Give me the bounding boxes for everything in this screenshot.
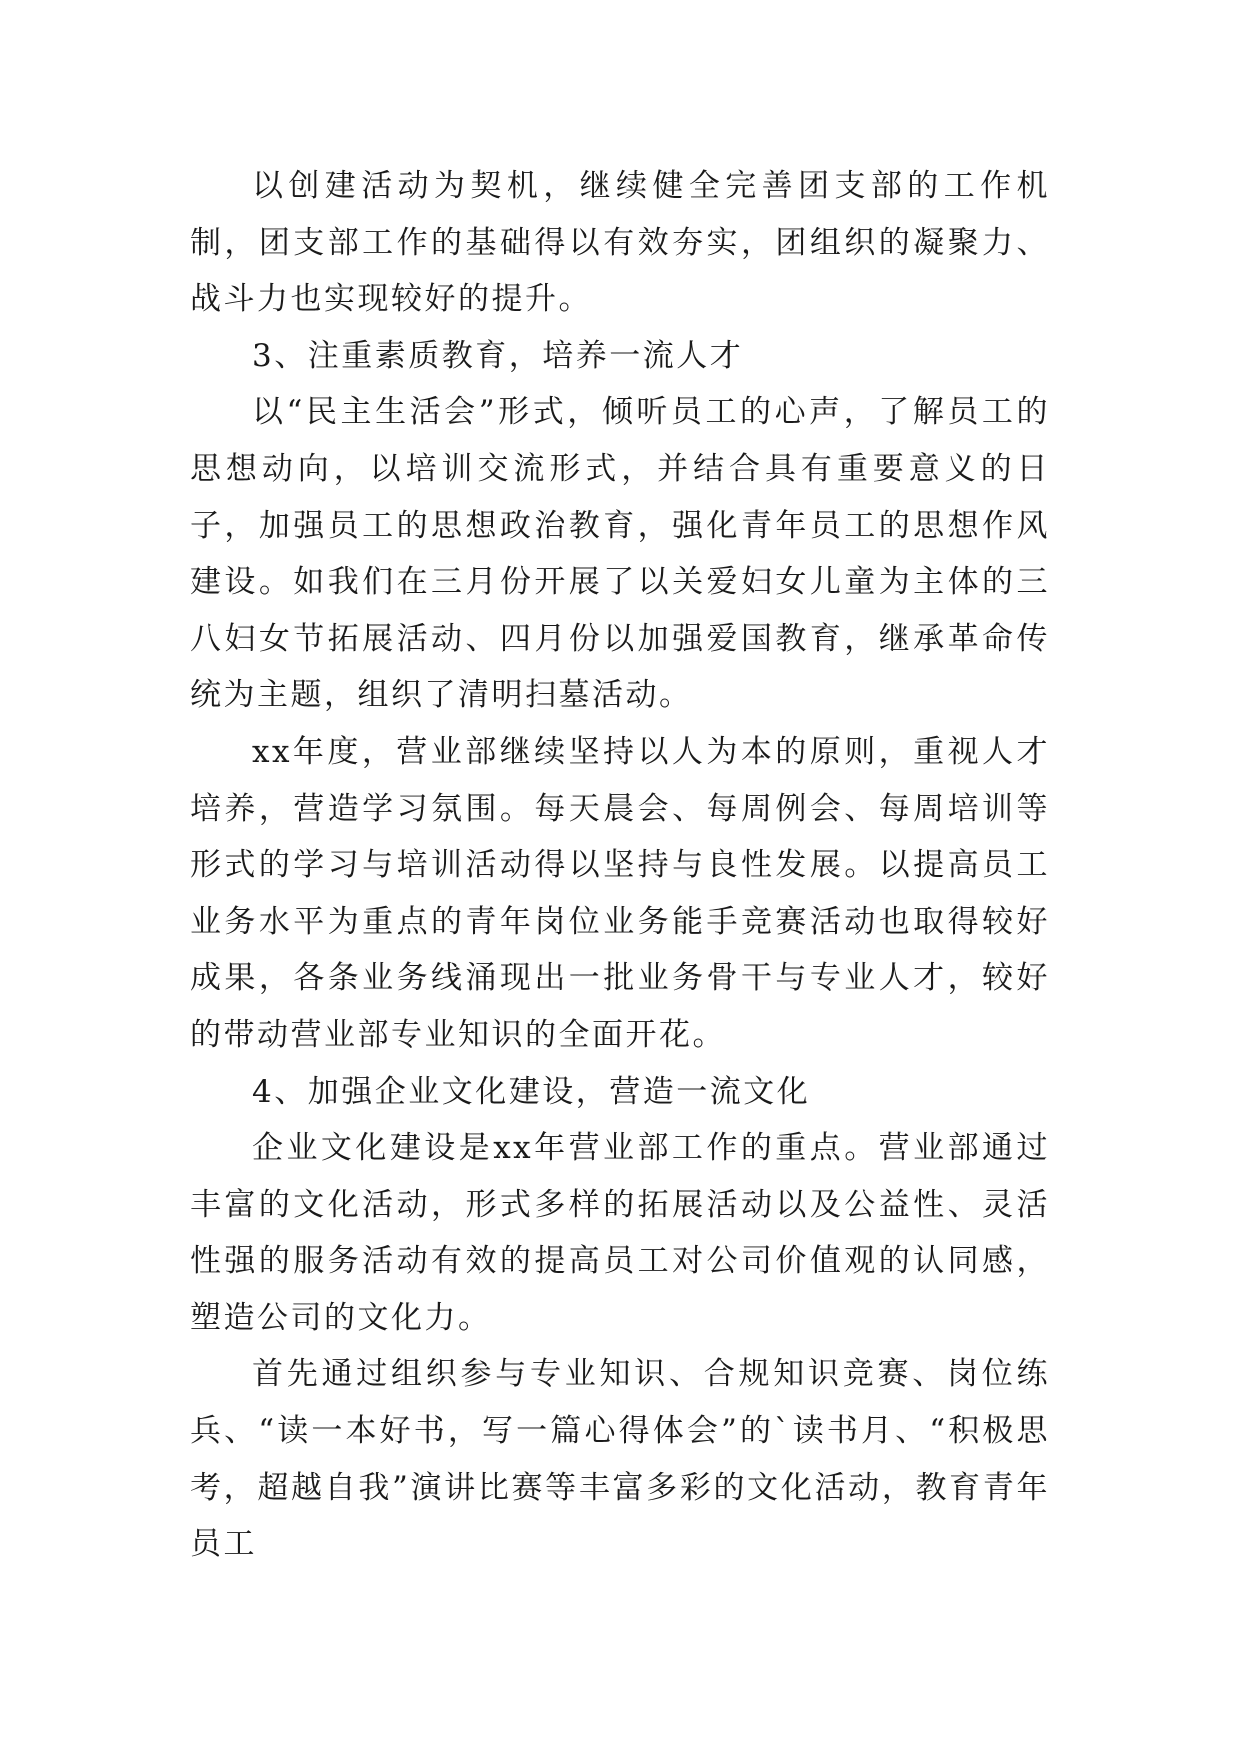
paragraph-team-branch-mechanism: 以创建活动为契机，继续健全完善团支部的工作机制，团支部工作的基础得以有效夯实，团组织的凝聚力、战斗力也实现较好的提升。 [190, 168, 1050, 318]
section-heading-quality-education: 3、注重素质教育，培养一流人才 [252, 337, 744, 374]
paragraph-democratic-life-meeting: 以“民主生活会”形式，倾听员工的心声，了解员工的思想动向，以培训交流形式，并结合具有重要意义的日子，加强员工的思想政治教育，强化青年员工的思想作风建设。如我们在三月份开展了以关爱妇女儿童为主体的三八妇女节拓展活动、四月份以加强爱国教育，继承革命传统为主题，组织了清明扫墓活动。 [190, 394, 1050, 714]
document-body [190, 158, 1050, 1573]
paragraph-talent-training: xx年度，营业部继续坚持以人为本的原则，重视人才培养，营造学习氛围。每天晨会、每周例会、每周培训等形式的学习与培训活动得以坚持与良性发展。以提高员工业务水平为重点的青年岗位业务能手竞赛活动也取得较好成果，各条业务线涌现出一批业务骨干与专业人才，较好的带动营业部专业知识的全面开花。 [190, 733, 1050, 1053]
paragraph-cultural-activities: 首先通过组织参与专业知识、合规知识竞赛、岗位练兵、“读一本好书，写一篇心得体会”的`读书月、“积极思考，超越自我”演讲比赛等丰富多彩的文化活动，教育青年员工 [190, 1356, 1050, 1563]
section-heading-corporate-culture: 4、加强企业文化建设，营造一流文化 [252, 1073, 811, 1110]
paragraph-culture-construction: 企业文化建设是xx年营业部工作的重点。营业部通过丰富的文化活动，形式多样的拓展活动以及公益性、灵活性强的服务活动有效的提高员工对公司价值观的认同感，塑造公司的文化力。 [190, 1130, 1050, 1336]
